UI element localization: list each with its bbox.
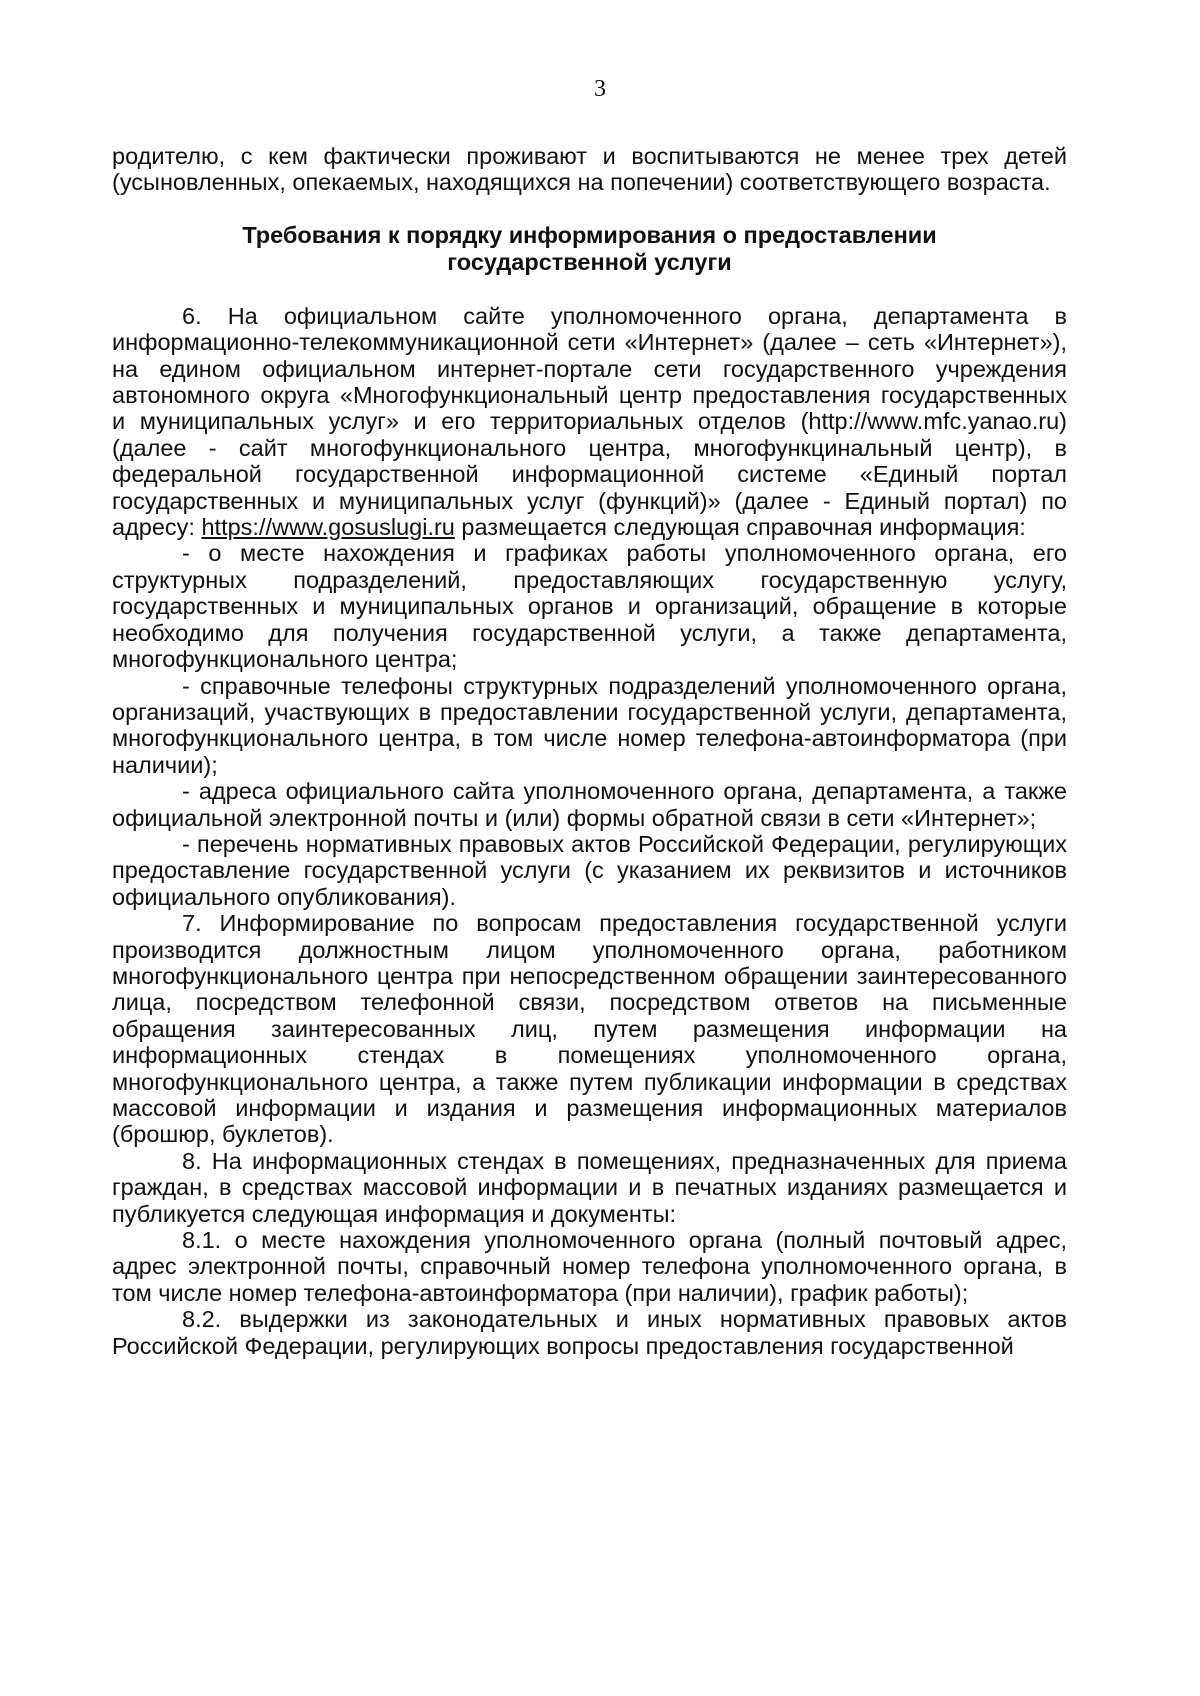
paragraph-6-text-start: 6. На официальном сайте уполномоченного органа, департамента в информационно-телекоммуникационной сети «Интернет» (далее – сеть «Интернет»), на едином официальном интернет-портале сети государственного учреждения автономного округа «Многофункциональный центр предоставления государственных и муниципальных услуг» и его территориальных отделов (http://www.mfc.yanao.ru) (далее - сайт многофункционального центра, многофункцинальный центр), в федеральной государственной информационной системе «Единый портал государственных и муниципальных услуг (функций)» (далее - Единый портал) по адресу: <box>112 302 1067 541</box>
document-body <box>112 143 1067 1359</box>
section-heading-line-1: Требования к порядку информирования о предоставлении <box>242 221 937 248</box>
paragraph-6-text-end: размещается следующая справочная информация: <box>454 514 1026 541</box>
bullet-item-locations: - о месте нахождения и графиках работы уполномоченного органа, его структурных подразделений, предоставляющих государственную услугу, государственных и муниципальных органов и организаций, обращение в которые необходимо для получения государственной услуги, а также департамента, многофункционального центра; <box>112 540 1067 673</box>
paragraph-8-1: 8.1. о месте нахождения уполномоченного органа (полный почтовый адрес, адрес электронной почты, справочный номер телефона уполномоченного органа, в том числе номер телефона-автоинформатора (при наличии), график работы); <box>112 1227 1067 1306</box>
section-heading <box>112 222 1067 276</box>
section-heading-line-2: государственной услуги <box>447 248 732 275</box>
paragraph-6 <box>112 303 1067 541</box>
page-number: 3 <box>594 76 606 102</box>
bullet-item-legal-acts: - перечень нормативных правовых актов Российской Федерации, регулирующих предоставление государственной услуги (с указанием их реквизитов и источников официального опубликования). <box>112 830 1067 910</box>
paragraph-8: 8. На информационных стендах в помещениях, предназначенных для приема граждан, в средствах массовой информации и в печатных изданиях размещается и публикуется следующая информация и документы: <box>112 1147 1067 1227</box>
gosuslugi-link[interactable]: https://www.gosuslugi.ru <box>201 514 455 541</box>
paragraph-7: 7. Информирование по вопросам предоставления государственной услуги производится должностным лицом уполномоченного органа, работником многофункционального центра при непосредственном обращении заинтересованного лица, посредством телефонной связи, посредством ответов на письменные обращения заинтересованных лиц, путем размещения информации на информационных стендах в помещениях уполномоченного органа, многофункционального центра, а также путем публикации информации в средствах массовой информации и издания и размещения информационных материалов (брошюр, буклетов). <box>112 910 1067 1148</box>
bullet-item-phones: - справочные телефоны структурных подразделений уполномоченного органа, организаций, участвующих в предоставлении государственной услуги, департамента, многофункционального центра, в том числе номер телефона-автоинформатора (при наличии); <box>112 672 1067 778</box>
bullet-item-websites: - адреса официального сайта уполномоченного органа, департамента, а также официальной электронной почты и (или) формы обратной связи в сети «Интернет»; <box>112 778 1067 831</box>
intro-paragraph: родителю, с кем фактически проживают и воспитываются не менее трех детей (усыновленных, опекаемых, находящихся на попечении) соответствующего возраста. <box>112 143 1067 196</box>
paragraph-8-2: 8.2. выдержки из законодательных и иных нормативных правовых актов Российской Федерации, регулирующих вопросы предоставления государственной <box>112 1306 1067 1359</box>
